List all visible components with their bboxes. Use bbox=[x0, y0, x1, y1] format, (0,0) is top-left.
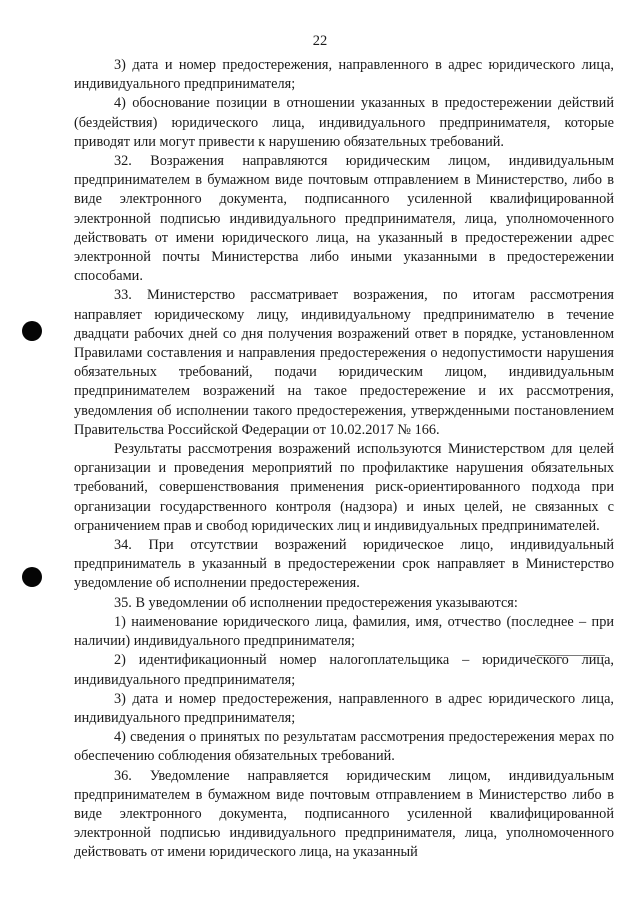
punch-hole-top bbox=[22, 321, 42, 341]
paragraph: Результаты рассмотрения возражений используются Министерством для целей организации и проведения мероприятий по профилактике нарушения обязательных требований, совершенствования применения риск-ориентированного подхода при организации государственного контроля (надзора) и иных целей, не связанных с ограничением прав и свобод юридических лиц и индивидуальных предпринимателей. bbox=[74, 441, 614, 534]
paragraph: 3) дата и номер предостережения, направленного в адрес юридического лица, индивидуального предпринимателя; bbox=[74, 690, 614, 726]
paragraph: 4) обоснование позиции в отношении указанных в предостережении действий (бездействия) юридического лица, индивидуального предпринимателя, которые приводят или могут привести к нарушению обязательных требований. bbox=[74, 95, 614, 150]
page-number: 22 bbox=[312, 33, 328, 49]
document-body bbox=[74, 56, 614, 863]
paragraph: 34. При отсутствии возражений юридическое лицо, индивидуальный предприниматель в указанный в предостережении срок направляет в Министерство уведомление об исполнении предостережения. bbox=[74, 537, 614, 592]
paragraph: 35. В уведомлении об исполнении предостережения указываются: bbox=[114, 594, 518, 611]
paragraph: 3) дата и номер предостережения, направленного в адрес юридического лица, индивидуального предпринимателя; bbox=[74, 57, 614, 93]
paragraph: 36. Уведомление направляется юридическим лицом, индивидуальным предпринимателем в бумажном виде почтовым отправлением в Министерство либо в виде электронного документа, подписанного усиленной квалифицированной электронной подписью индивидуального предпринимателя, лица, уполномоченного действовать от имени юридического лица, на указанный bbox=[74, 767, 614, 861]
paragraph: 4) сведения о принятых по результатам рассмотрения предостережения мерах по обеспечению соблюдения обязательных требований. bbox=[74, 729, 614, 765]
paragraph: 32. Возражения направляются юридическим лицом, индивидуальным предпринимателем в бумажном виде почтовым отправлением в Министерство, либо в виде электронного документа, подписанного усиленной квалифицированной электронной подписью индивидуального предпринимателя, лица, уполномоченного действовать от имени юридического лица, на указанный в предостережении адрес электронной почты Министерства либо иными указанными в предостережении способами. bbox=[74, 153, 614, 285]
paragraph: 33. Министерство рассматривает возражения, по итогам рассмотрения направляет юридическому лицу, индивидуальному предпринимателю в течение двадцати рабочих дней со дня получения возражений ответ в порядке, установленном Правилами составления и направления предостережения о недопустимости нарушения обязательных требований, подачи юридическим лицом, индивидуальным предпринимателем возражений на такое предостережение и их рассмотрения, уведомления об исполнении такого предостережения, утвержденными постановлением Правительства Российской Федерации от 10.02.2017 № 166. bbox=[74, 287, 614, 438]
paragraph: 2) идентификационный номер налогоплательщика – юридического лица, индивидуального предпринимателя; bbox=[74, 652, 614, 688]
punch-hole-bottom bbox=[22, 567, 42, 587]
paragraph: 1) наименование юридического лица, фамилия, имя, отчество (последнее – при наличии) индивидуального предпринимателя; bbox=[74, 613, 614, 650]
